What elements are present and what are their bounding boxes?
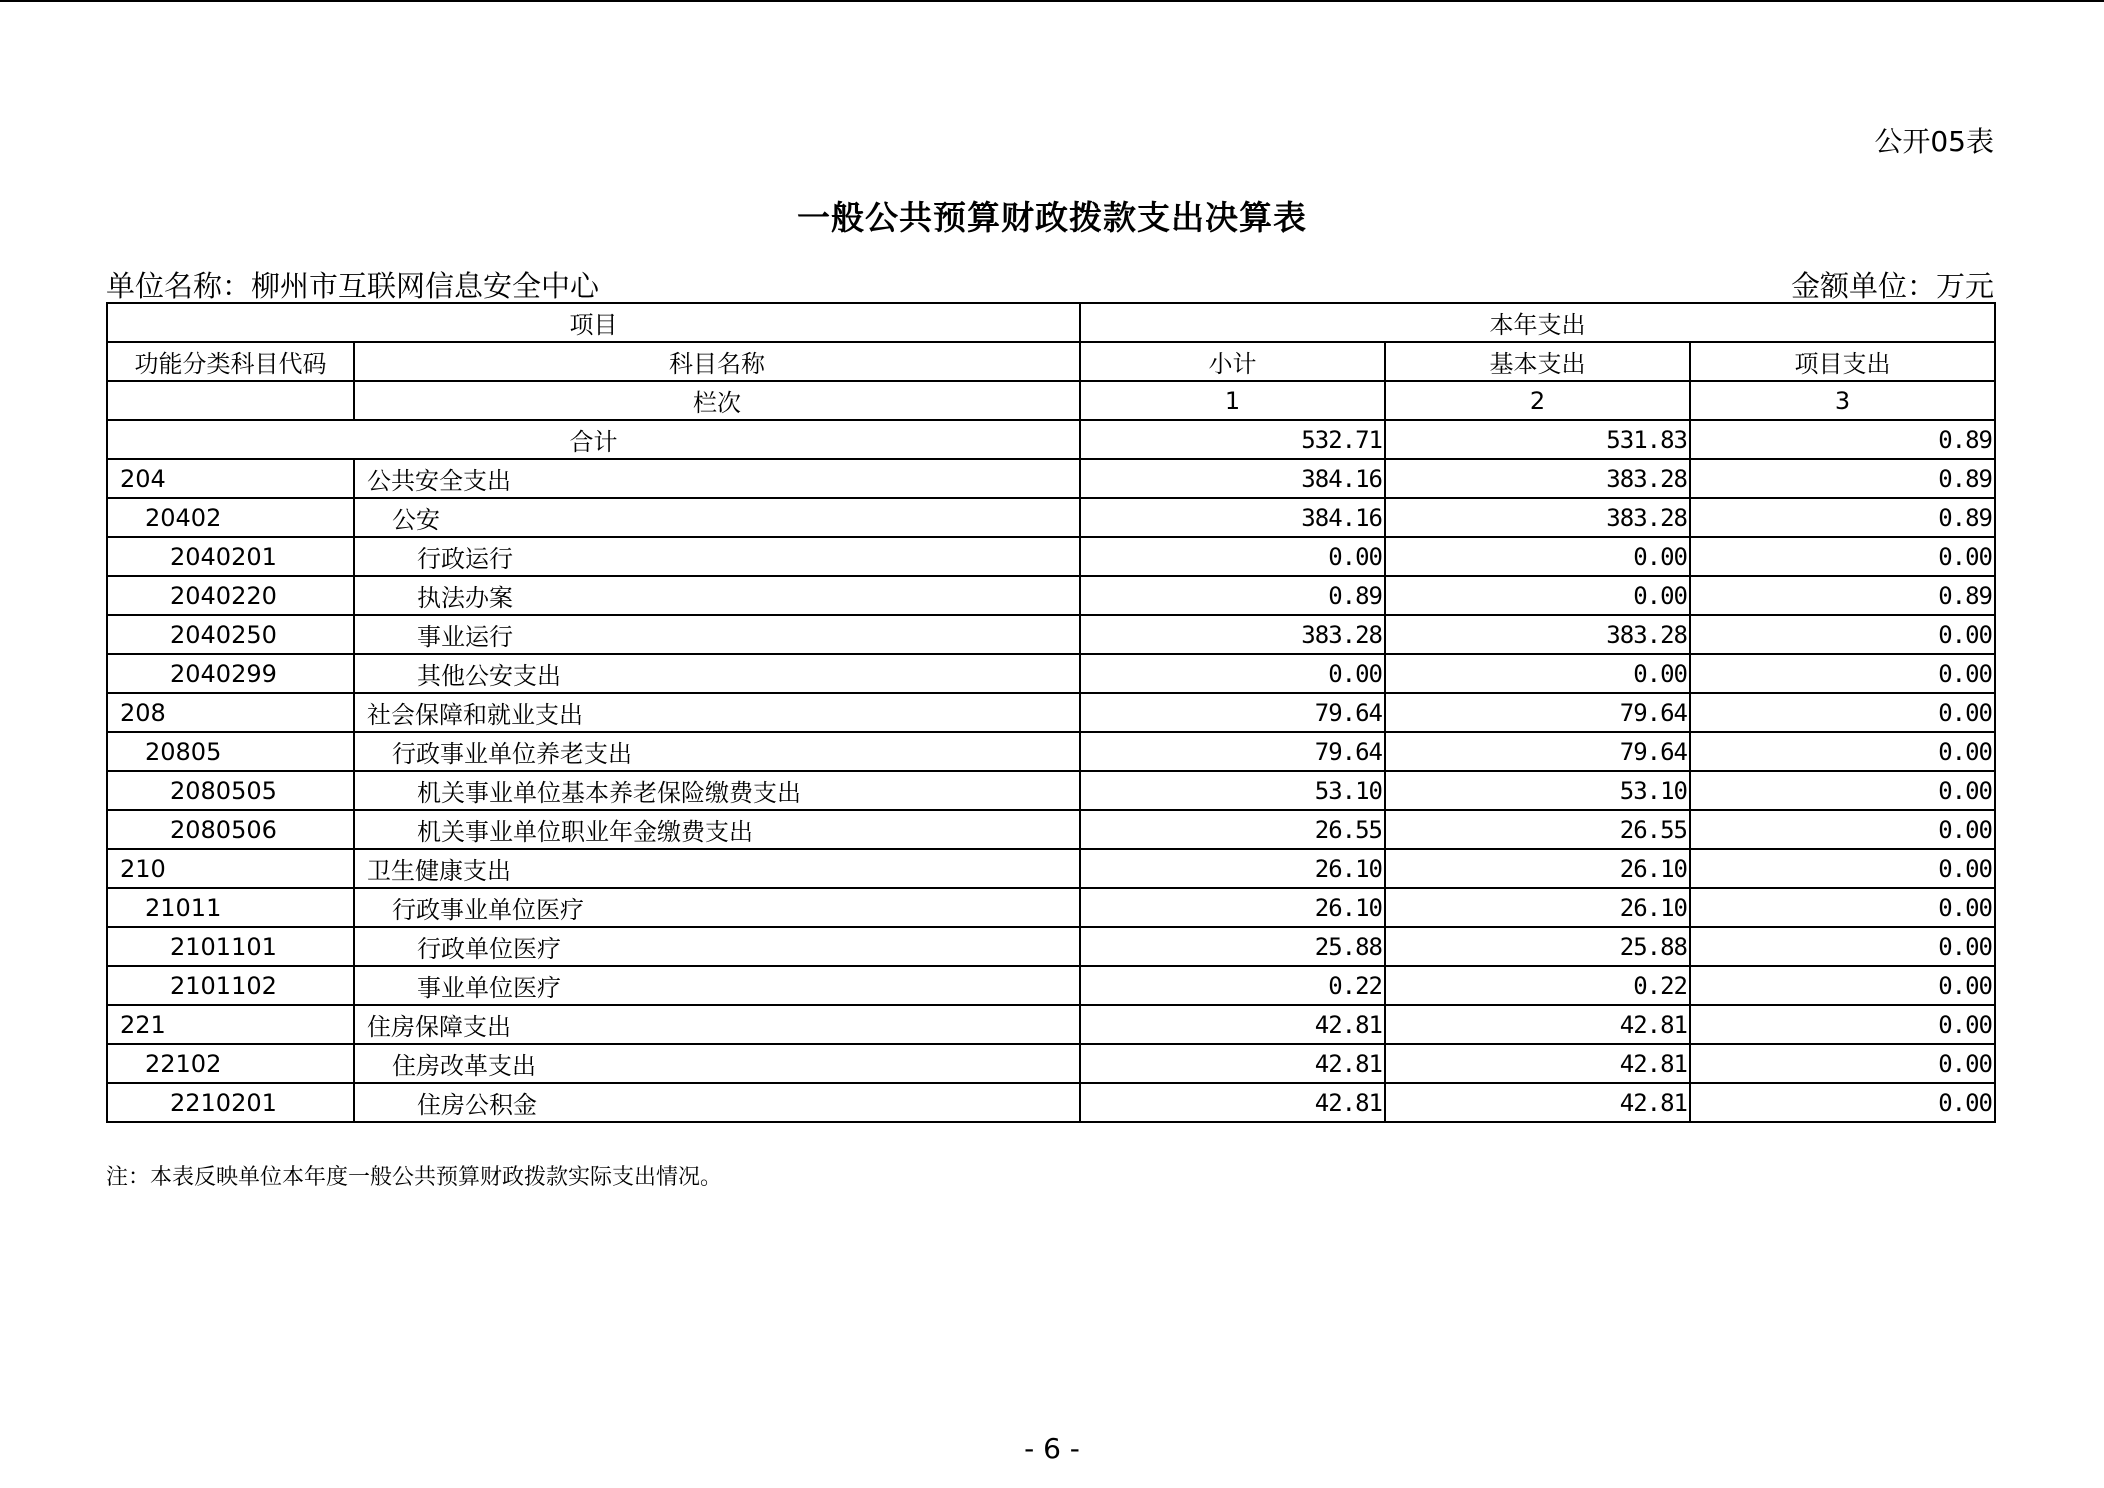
subject-code-cell: 2080506 <box>107 810 354 849</box>
subject-code-cell: 20402 <box>107 498 354 537</box>
subject-name-cell: 其他公安支出 <box>354 654 1080 693</box>
table-note: 注：本表反映单位本年度一般公共预算财政拨款实际支出情况。 <box>106 1165 723 1190</box>
table-row <box>107 537 1995 576</box>
subject-name-cell: 卫生健康支出 <box>354 849 1080 888</box>
basic-expense-cell: 79.64 <box>1385 732 1690 771</box>
subtotal-cell: 0.89 <box>1080 576 1385 615</box>
subject-name-cell: 行政事业单位医疗 <box>354 888 1080 927</box>
subject-code-cell: 22102 <box>107 1044 354 1083</box>
header-row-1 <box>107 303 1995 342</box>
total-basic: 531.83 <box>1385 420 1690 459</box>
basic-expense-cell: 25.88 <box>1385 927 1690 966</box>
subject-code-cell: 2040220 <box>107 576 354 615</box>
subject-code-cell: 2101102 <box>107 966 354 1005</box>
subject-name-cell: 机关事业单位基本养老保险缴费支出 <box>354 771 1080 810</box>
header-empty-cell <box>107 381 354 420</box>
header-col2: 2 <box>1385 381 1690 420</box>
expense-table <box>106 302 1996 1123</box>
subject-code-cell: 21011 <box>107 888 354 927</box>
subject-code-cell: 221 <box>107 1005 354 1044</box>
table-row <box>107 810 1995 849</box>
basic-expense-cell: 0.00 <box>1385 537 1690 576</box>
unit-name: 单位名称：柳州市互联网信息安全中心 <box>106 269 600 303</box>
basic-expense-cell: 0.00 <box>1385 576 1690 615</box>
header-col3: 3 <box>1690 381 1995 420</box>
header-subject-name: 科目名称 <box>354 342 1080 381</box>
page-title: 一般公共预算财政拨款支出决算表 <box>797 198 1307 237</box>
subject-code-cell: 20805 <box>107 732 354 771</box>
project-expense-cell: 0.00 <box>1690 1083 1995 1122</box>
project-expense-cell: 0.89 <box>1690 459 1995 498</box>
project-expense-cell: 0.00 <box>1690 849 1995 888</box>
basic-expense-cell: 26.10 <box>1385 888 1690 927</box>
subtotal-cell: 53.10 <box>1080 771 1385 810</box>
subject-code-cell: 2040299 <box>107 654 354 693</box>
subject-name-cell: 行政单位医疗 <box>354 927 1080 966</box>
amount-unit: 金额单位：万元 <box>1790 269 1994 303</box>
table-row <box>107 1083 1995 1122</box>
table-row <box>107 732 1995 771</box>
subtotal-cell: 42.81 <box>1080 1044 1385 1083</box>
project-expense-cell: 0.89 <box>1690 498 1995 537</box>
table-row <box>107 966 1995 1005</box>
project-expense-cell: 0.89 <box>1690 576 1995 615</box>
table-row <box>107 927 1995 966</box>
subtotal-cell: 0.00 <box>1080 537 1385 576</box>
total-project: 0.89 <box>1690 420 1995 459</box>
subject-name-cell: 公安 <box>354 498 1080 537</box>
header-column-index-label: 栏次 <box>354 381 1080 420</box>
project-expense-cell: 0.00 <box>1690 1044 1995 1083</box>
table-row <box>107 459 1995 498</box>
basic-expense-cell: 0.00 <box>1385 654 1690 693</box>
subject-code-cell: 2040250 <box>107 615 354 654</box>
subtotal-cell: 26.10 <box>1080 849 1385 888</box>
subtotal-cell: 42.81 <box>1080 1083 1385 1122</box>
subject-name-cell: 行政运行 <box>354 537 1080 576</box>
header-item: 项目 <box>107 303 1080 342</box>
table-row <box>107 615 1995 654</box>
subject-name-cell: 住房保障支出 <box>354 1005 1080 1044</box>
project-expense-cell: 0.00 <box>1690 615 1995 654</box>
subject-code-cell: 210 <box>107 849 354 888</box>
subject-name-cell: 住房改革支出 <box>354 1044 1080 1083</box>
subtotal-cell: 42.81 <box>1080 1005 1385 1044</box>
header-row-2 <box>107 342 1995 381</box>
project-expense-cell: 0.00 <box>1690 888 1995 927</box>
header-current-year-expense: 本年支出 <box>1080 303 1995 342</box>
subtotal-cell: 384.16 <box>1080 498 1385 537</box>
table-row <box>107 1005 1995 1044</box>
subject-code-cell: 2210201 <box>107 1083 354 1122</box>
basic-expense-cell: 383.28 <box>1385 498 1690 537</box>
basic-expense-cell: 42.81 <box>1385 1083 1690 1122</box>
subtotal-cell: 0.00 <box>1080 654 1385 693</box>
subtotal-cell: 79.64 <box>1080 732 1385 771</box>
project-expense-cell: 0.00 <box>1690 927 1995 966</box>
subtotal-cell: 26.55 <box>1080 810 1385 849</box>
subject-name-cell: 社会保障和就业支出 <box>354 693 1080 732</box>
basic-expense-cell: 26.10 <box>1385 849 1690 888</box>
page-number: - 6 - <box>1024 1432 1080 1465</box>
project-expense-cell: 0.00 <box>1690 693 1995 732</box>
table-row <box>107 654 1995 693</box>
project-expense-cell: 0.00 <box>1690 1005 1995 1044</box>
basic-expense-cell: 53.10 <box>1385 771 1690 810</box>
table-code: 公开05表 <box>1874 125 1994 158</box>
total-row <box>107 420 1995 459</box>
basic-expense-cell: 26.55 <box>1385 810 1690 849</box>
header-basic: 基本支出 <box>1385 342 1690 381</box>
total-label: 合计 <box>107 420 1080 459</box>
header-subtotal: 小计 <box>1080 342 1385 381</box>
subject-name-cell: 事业单位医疗 <box>354 966 1080 1005</box>
subject-name-cell: 事业运行 <box>354 615 1080 654</box>
subject-code-cell: 2080505 <box>107 771 354 810</box>
project-expense-cell: 0.00 <box>1690 810 1995 849</box>
subject-code-cell: 204 <box>107 459 354 498</box>
table-row <box>107 1044 1995 1083</box>
subtotal-cell: 0.22 <box>1080 966 1385 1005</box>
subject-code-cell: 2040201 <box>107 537 354 576</box>
page-top-border <box>0 0 2104 2</box>
subject-name-cell: 行政事业单位养老支出 <box>354 732 1080 771</box>
basic-expense-cell: 79.64 <box>1385 693 1690 732</box>
basic-expense-cell: 0.22 <box>1385 966 1690 1005</box>
subject-code-cell: 208 <box>107 693 354 732</box>
table-row <box>107 498 1995 537</box>
subtotal-cell: 79.64 <box>1080 693 1385 732</box>
basic-expense-cell: 383.28 <box>1385 615 1690 654</box>
project-expense-cell: 0.00 <box>1690 966 1995 1005</box>
subject-name-cell: 机关事业单位职业年金缴费支出 <box>354 810 1080 849</box>
table-row <box>107 576 1995 615</box>
basic-expense-cell: 383.28 <box>1385 459 1690 498</box>
total-subtotal: 532.71 <box>1080 420 1385 459</box>
table-row <box>107 888 1995 927</box>
basic-expense-cell: 42.81 <box>1385 1044 1690 1083</box>
subtotal-cell: 26.10 <box>1080 888 1385 927</box>
project-expense-cell: 0.00 <box>1690 537 1995 576</box>
table-row <box>107 849 1995 888</box>
basic-expense-cell: 42.81 <box>1385 1005 1690 1044</box>
subject-name-cell: 公共安全支出 <box>354 459 1080 498</box>
header-project: 项目支出 <box>1690 342 1995 381</box>
header-code: 功能分类科目代码 <box>107 342 354 381</box>
subtotal-cell: 383.28 <box>1080 615 1385 654</box>
subject-name-cell: 住房公积金 <box>354 1083 1080 1122</box>
project-expense-cell: 0.00 <box>1690 654 1995 693</box>
project-expense-cell: 0.00 <box>1690 771 1995 810</box>
subject-code-cell: 2101101 <box>107 927 354 966</box>
table-row <box>107 693 1995 732</box>
subject-name-cell: 执法办案 <box>354 576 1080 615</box>
header-row-3 <box>107 381 1995 420</box>
table-row <box>107 771 1995 810</box>
project-expense-cell: 0.00 <box>1690 732 1995 771</box>
subtotal-cell: 384.16 <box>1080 459 1385 498</box>
subtotal-cell: 25.88 <box>1080 927 1385 966</box>
header-col1: 1 <box>1080 381 1385 420</box>
